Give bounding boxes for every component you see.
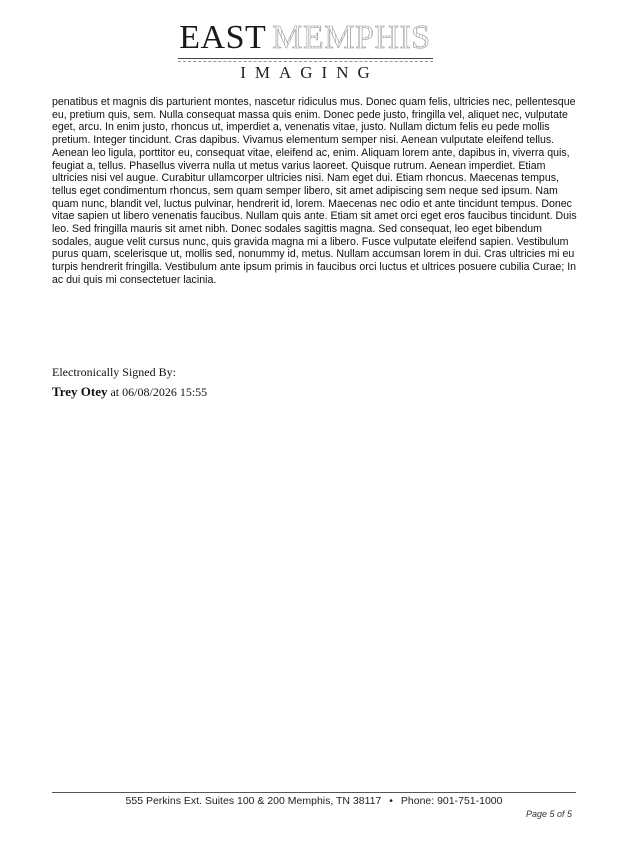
logo-wordmark [160, 18, 450, 58]
logo-east-text: EAST [179, 19, 267, 56]
footer-contact [52, 795, 576, 807]
signer-name: Trey Otey [52, 384, 108, 399]
footer-address-text: 555 Perkins Ext. Suites 100 & 200 Memphis, TN 38117 [125, 795, 382, 807]
east-memphis-imaging-logo [160, 18, 450, 83]
footer-separator: • [389, 795, 393, 807]
footer-divider [52, 792, 576, 793]
footer-phone: Phone: 901-751-1000 [400, 795, 503, 807]
signature-line [52, 384, 452, 400]
signature-datetime: 06/08/2026 15:55 [122, 385, 208, 399]
signature-block [52, 364, 452, 400]
page-number: Page 5 of 5 [525, 809, 572, 819]
report-body-paragraph: penatibus et magnis dis parturient montes, nascetur ridiculus mus. Donec quam felis, ultricies nec, pellentesque eu, pretium quis, sem. Nulla consequat massa quis enim. Donec pede justo, fringilla vel, aliquet nec, vulputate eget, arcu. In enim justo, rhoncus ut, imperdiet a, venenatis vitae, justo. Nullam dictum felis eu pede mollis pretium. Integer tincidunt. Cras dapibus. Vivamus elementum semper nisi. Aenean vulputate eleifend tellus. Aenean leo ligula, porttitor eu, consequat vitae, eleifend ac, enim. Aliquam lorem ante, dapibus in, viverra quis, feugiat a, tellus. Phasellus viverra nulla ut metus varius laoreet. Quisque rutrum. Aenean imperdiet. Etiam ultricies nisi vel augue. Curabitur ullamcorper ultricies nisi. Nam eget dui. Etiam rhoncus. Maecenas tempus, tellus eget condimentum rhoncus, sem quam semper libero, sit amet adipiscing sem neque sed ipsum. Nam quam nunc, blandit vel, luctus pulvinar, hendrerit id, lorem. Maecenas nec odio et ante tincidunt tempus. Donec vitae sapien ut libero venenatis faucibus. Nullam quis ante. Etiam sit amet orci eget eros faucibus tincidunt. Duis leo. Sed fringilla mauris sit amet nibh. Donec sodales sagittis magna. Sed consequat, leo eget bibendum sodales, augue velit cursus nunc, quis gravida magna mi a libero. Fusce vulputate eleifend sapien. Vestibulum purus quam, scelerisque ut, mollis sed, nonummy id, metus. Nullam accumsan lorem in dui. Cras ultricies mi eu turpis hendrerit fringilla. Vestibulum ante ipsum primis in faucibus orci luctus et ultrices posuere cubilia Curae; In ac dui quis mi consectetuer lacinia. [52, 96, 577, 286]
logo-imaging-text: IMAGING [240, 63, 379, 82]
signature-label: Electronically Signed By: [52, 365, 176, 379]
logo-memphis-text: MEMPHIS [272, 19, 431, 56]
signature-at-text: at [110, 385, 120, 399]
logo-divider [178, 58, 433, 59]
